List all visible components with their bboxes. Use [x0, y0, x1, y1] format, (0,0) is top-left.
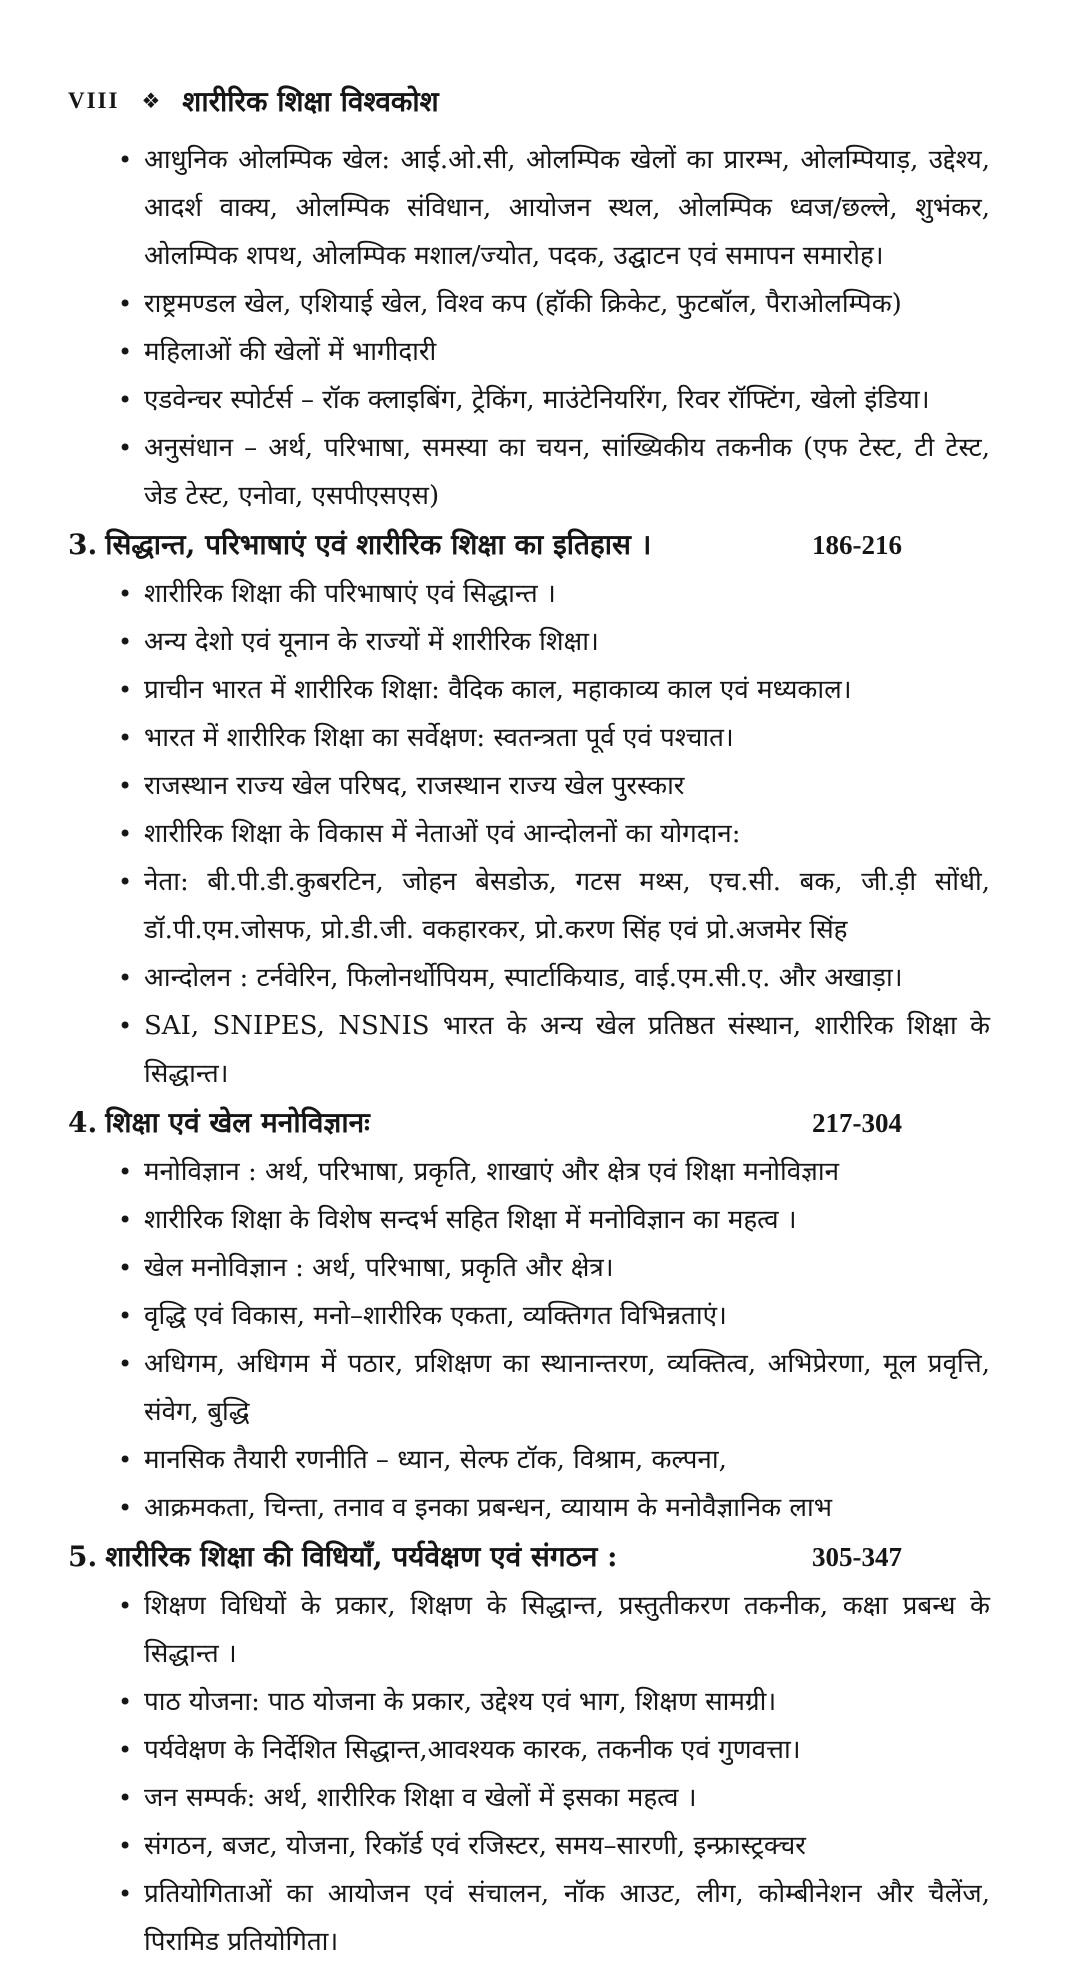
toc-item-text: आक्रमकता, चिन्ता, तनाव व इनका प्रबन्धन, व्यायाम के मनोवैज्ञानिक लाभ — [144, 1493, 833, 1523]
section-number: 3. — [68, 528, 98, 561]
section-page-range: 186-216 — [812, 530, 902, 560]
toc-item — [116, 714, 990, 762]
toc-item — [116, 858, 990, 954]
section-heading-5 — [68, 1532, 990, 1582]
toc-item — [116, 1484, 990, 1532]
toc-item-text: संगठन, बजट, योजना, रिकॉर्ड एवं रजिस्टर, समय–सारणी, इन्फ्रास्ट्रक्चर — [144, 1831, 806, 1861]
toc-item-text: राष्ट्रमण्डल खेल, एशियाई खेल, विश्व कप (हॉकी क्रिकेट, फुटबॉल, पैराओलम्पिक) — [144, 289, 902, 319]
toc-item — [116, 1678, 990, 1726]
toc-item-text: प्रतियोगिताओं का आयोजन एवं संचालन, नॉक आउट, लीग, कोम्बीनेशन और चैलेंज, पिरामिड प्रतियोगिता। — [144, 1879, 990, 1957]
toc-item-text: शारीरिक शिक्षा के विकास में नेताओं एवं आन्दोलनों का योगदान: — [144, 819, 741, 849]
toc-item — [116, 1726, 990, 1774]
toc-item — [116, 136, 990, 280]
toc-item — [116, 618, 990, 666]
toc-item — [116, 1774, 990, 1822]
section-page-range: 305-347 — [812, 1542, 902, 1572]
toc-item — [116, 666, 990, 714]
toc-item-text: महिलाओं की खेलों में भागीदारी — [144, 337, 437, 367]
section-title: शारीरिक शिक्षा की विधियाँ, पर्यवेक्षण एवं संगठन : — [105, 1540, 618, 1573]
toc-item-text: पर्यवेक्षण के निर्देशित सिद्धान्त,आवश्यक कारक, तकनीक एवं गुणवत्ता। — [144, 1735, 801, 1765]
toc-item — [116, 1582, 990, 1678]
section-heading-4 — [68, 1098, 990, 1148]
section-title: शिक्षा एवं खेल मनोविज्ञानः — [105, 1106, 370, 1139]
toc-item — [116, 424, 990, 520]
toc-section-3-list — [68, 570, 990, 1098]
toc-intro-list — [68, 136, 990, 520]
toc-item-text: वृद्धि एवं विकास, मनो–शारीरिक एकता, व्यक्तिगत विभिन्नताएं। — [144, 1301, 727, 1331]
toc-item-text: अनुसंधान – अर्थ, परिभाषा, समस्या का चयन, सांख्यिकीय तकनीक (एफ टेस्ट, टी टेस्ट, जेड टेस्ट, एनोवा, एसपीएसएस) — [144, 433, 990, 511]
toc-item-text: नेता: बी.पी.डी.कुबरटिन, जोहन बेसडोऊ, गटस मथ्स, एच.सी. बक, जी.ड़ी सोंधी, डॉ.पी.एम.जोसफ, प्रो.डी.जी. वकहारकर, प्रो.करण सिंह एवं प्रो.अजमेर सिंह — [144, 867, 990, 945]
toc-item-text: अन्य देशो एवं यूनान के राज्यों में शारीरिक शिक्षा। — [144, 627, 599, 657]
toc-item-text: खेल मनोविज्ञान : अर्थ, परिभाषा, प्रकृति और क्षेत्र। — [144, 1253, 614, 1283]
toc-item-text: शारीरिक शिक्षा की परिभाषाएं एवं सिद्धान्त । — [144, 579, 556, 609]
toc-item-text: मानसिक तैयारी रणनीति – ध्यान, सेल्फ टॉक, विश्राम, कल्पना, — [144, 1445, 727, 1475]
toc-item — [116, 954, 990, 1002]
toc-item — [116, 1340, 990, 1436]
toc-item — [116, 762, 990, 810]
toc-item-text: प्राचीन भारत में शारीरिक शिक्षा: वैदिक काल, महाकाव्य काल एवं मध्यकाल। — [144, 675, 852, 705]
toc-item — [116, 328, 990, 376]
toc-item-text: शारीरिक शिक्षा के विशेष सन्दर्भ सहित शिक्षा में मनोविज्ञान का महत्व । — [144, 1205, 797, 1235]
toc-item-text: एडवेन्चर स्पोर्टर्स – रॉक क्लाइबिंग, ट्रेकिंग, माउंटेनियरिंग, रिवर रॉफ्टिंग, खेलो इंडिया। — [144, 385, 930, 415]
toc-item-text: शिक्षण विधियों के प्रकार, शिक्षण के सिद्धान्त, प्रस्तुतीकरण तकनीक, कक्षा प्रबन्ध के सिद्धान्त । — [144, 1591, 990, 1669]
toc-item — [116, 1148, 990, 1196]
section-heading-3 — [68, 520, 990, 570]
toc-item-text: आन्दोलन : टर्नवेरिन, फिलोनर्थोपियम, स्पार्टाकियाड, वाई.एम.सी.ए. और अखाड़ा। — [144, 963, 903, 993]
page-number-label: VIII — [68, 88, 120, 113]
toc-item-text: अधिगम, अधिगम में पठार, प्रशिक्षण का स्थानान्तरण, व्यक्तित्व, अभिप्रेरणा, मूल प्रवृत्ति, संवेग, बुद्धि — [144, 1349, 990, 1427]
toc-item — [116, 1196, 990, 1244]
toc-item-text: जन सम्पर्क: अर्थ, शारीरिक शिक्षा व खेलों में इसका महत्व । — [144, 1783, 697, 1813]
diamond-ornament-icon: ❖ — [141, 88, 161, 113]
toc-item — [116, 1436, 990, 1484]
toc-item — [116, 1870, 990, 1966]
book-title: शारीरिक शिक्षा विश्वकोश — [182, 85, 439, 118]
toc-item — [116, 570, 990, 618]
toc-item-text: मनोविज्ञान : अर्थ, परिभाषा, प्रकृति, शाखाएं और क्षेत्र एवं शिक्षा मनोविज्ञान — [144, 1157, 840, 1187]
toc-item — [116, 810, 990, 858]
toc-item — [116, 376, 990, 424]
toc-item — [116, 1822, 990, 1870]
section-page-range: 217-304 — [812, 1108, 902, 1138]
toc-section-4-list — [68, 1148, 990, 1532]
toc-item — [116, 280, 990, 328]
page-header — [68, 82, 990, 120]
toc-item — [116, 1244, 990, 1292]
section-title: सिद्धान्त, परिभाषाएं एवं शारीरिक शिक्षा का इतिहास । — [105, 528, 652, 561]
toc-item-text: भारत में शारीरिक शिक्षा का सर्वेक्षण: स्वतन्त्रता पूर्व एवं पश्चात। — [144, 723, 734, 753]
toc-section-5-list — [68, 1582, 990, 1966]
section-number: 4. — [68, 1106, 98, 1139]
section-number: 5. — [68, 1540, 98, 1573]
toc-item-text: आधुनिक ओलम्पिक खेल: आई.ओ.सी, ओलम्पिक खेलों का प्रारम्भ, ओलम्पियाड़, उद्देश्य, आदर्श वाक्य, ओलम्पिक संविधान, आयोजन स्थल, ओलम्पिक ध्वज/छल्ले, शुभंकर, ओलम्पिक शपथ, ओलम्पिक मशाल/ज्योत, पदक, उद्घाटन एवं समापन समारोह। — [144, 145, 990, 271]
toc-item-text: SAI, SNIPES, NSNIS भारत के अन्य खेल प्रतिष्ठत संस्थान, शारीरिक शिक्षा के सिद्धान्त। — [144, 1011, 990, 1089]
toc-item — [116, 1292, 990, 1340]
toc-item-text: राजस्थान राज्य खेल परिषद, राजस्थान राज्य खेल पुरस्कार — [144, 771, 685, 801]
toc-item-text: पाठ योजना: पाठ योजना के प्रकार, उद्देश्य एवं भाग, शिक्षण सामग्री। — [144, 1687, 777, 1717]
toc-item — [116, 1002, 990, 1098]
